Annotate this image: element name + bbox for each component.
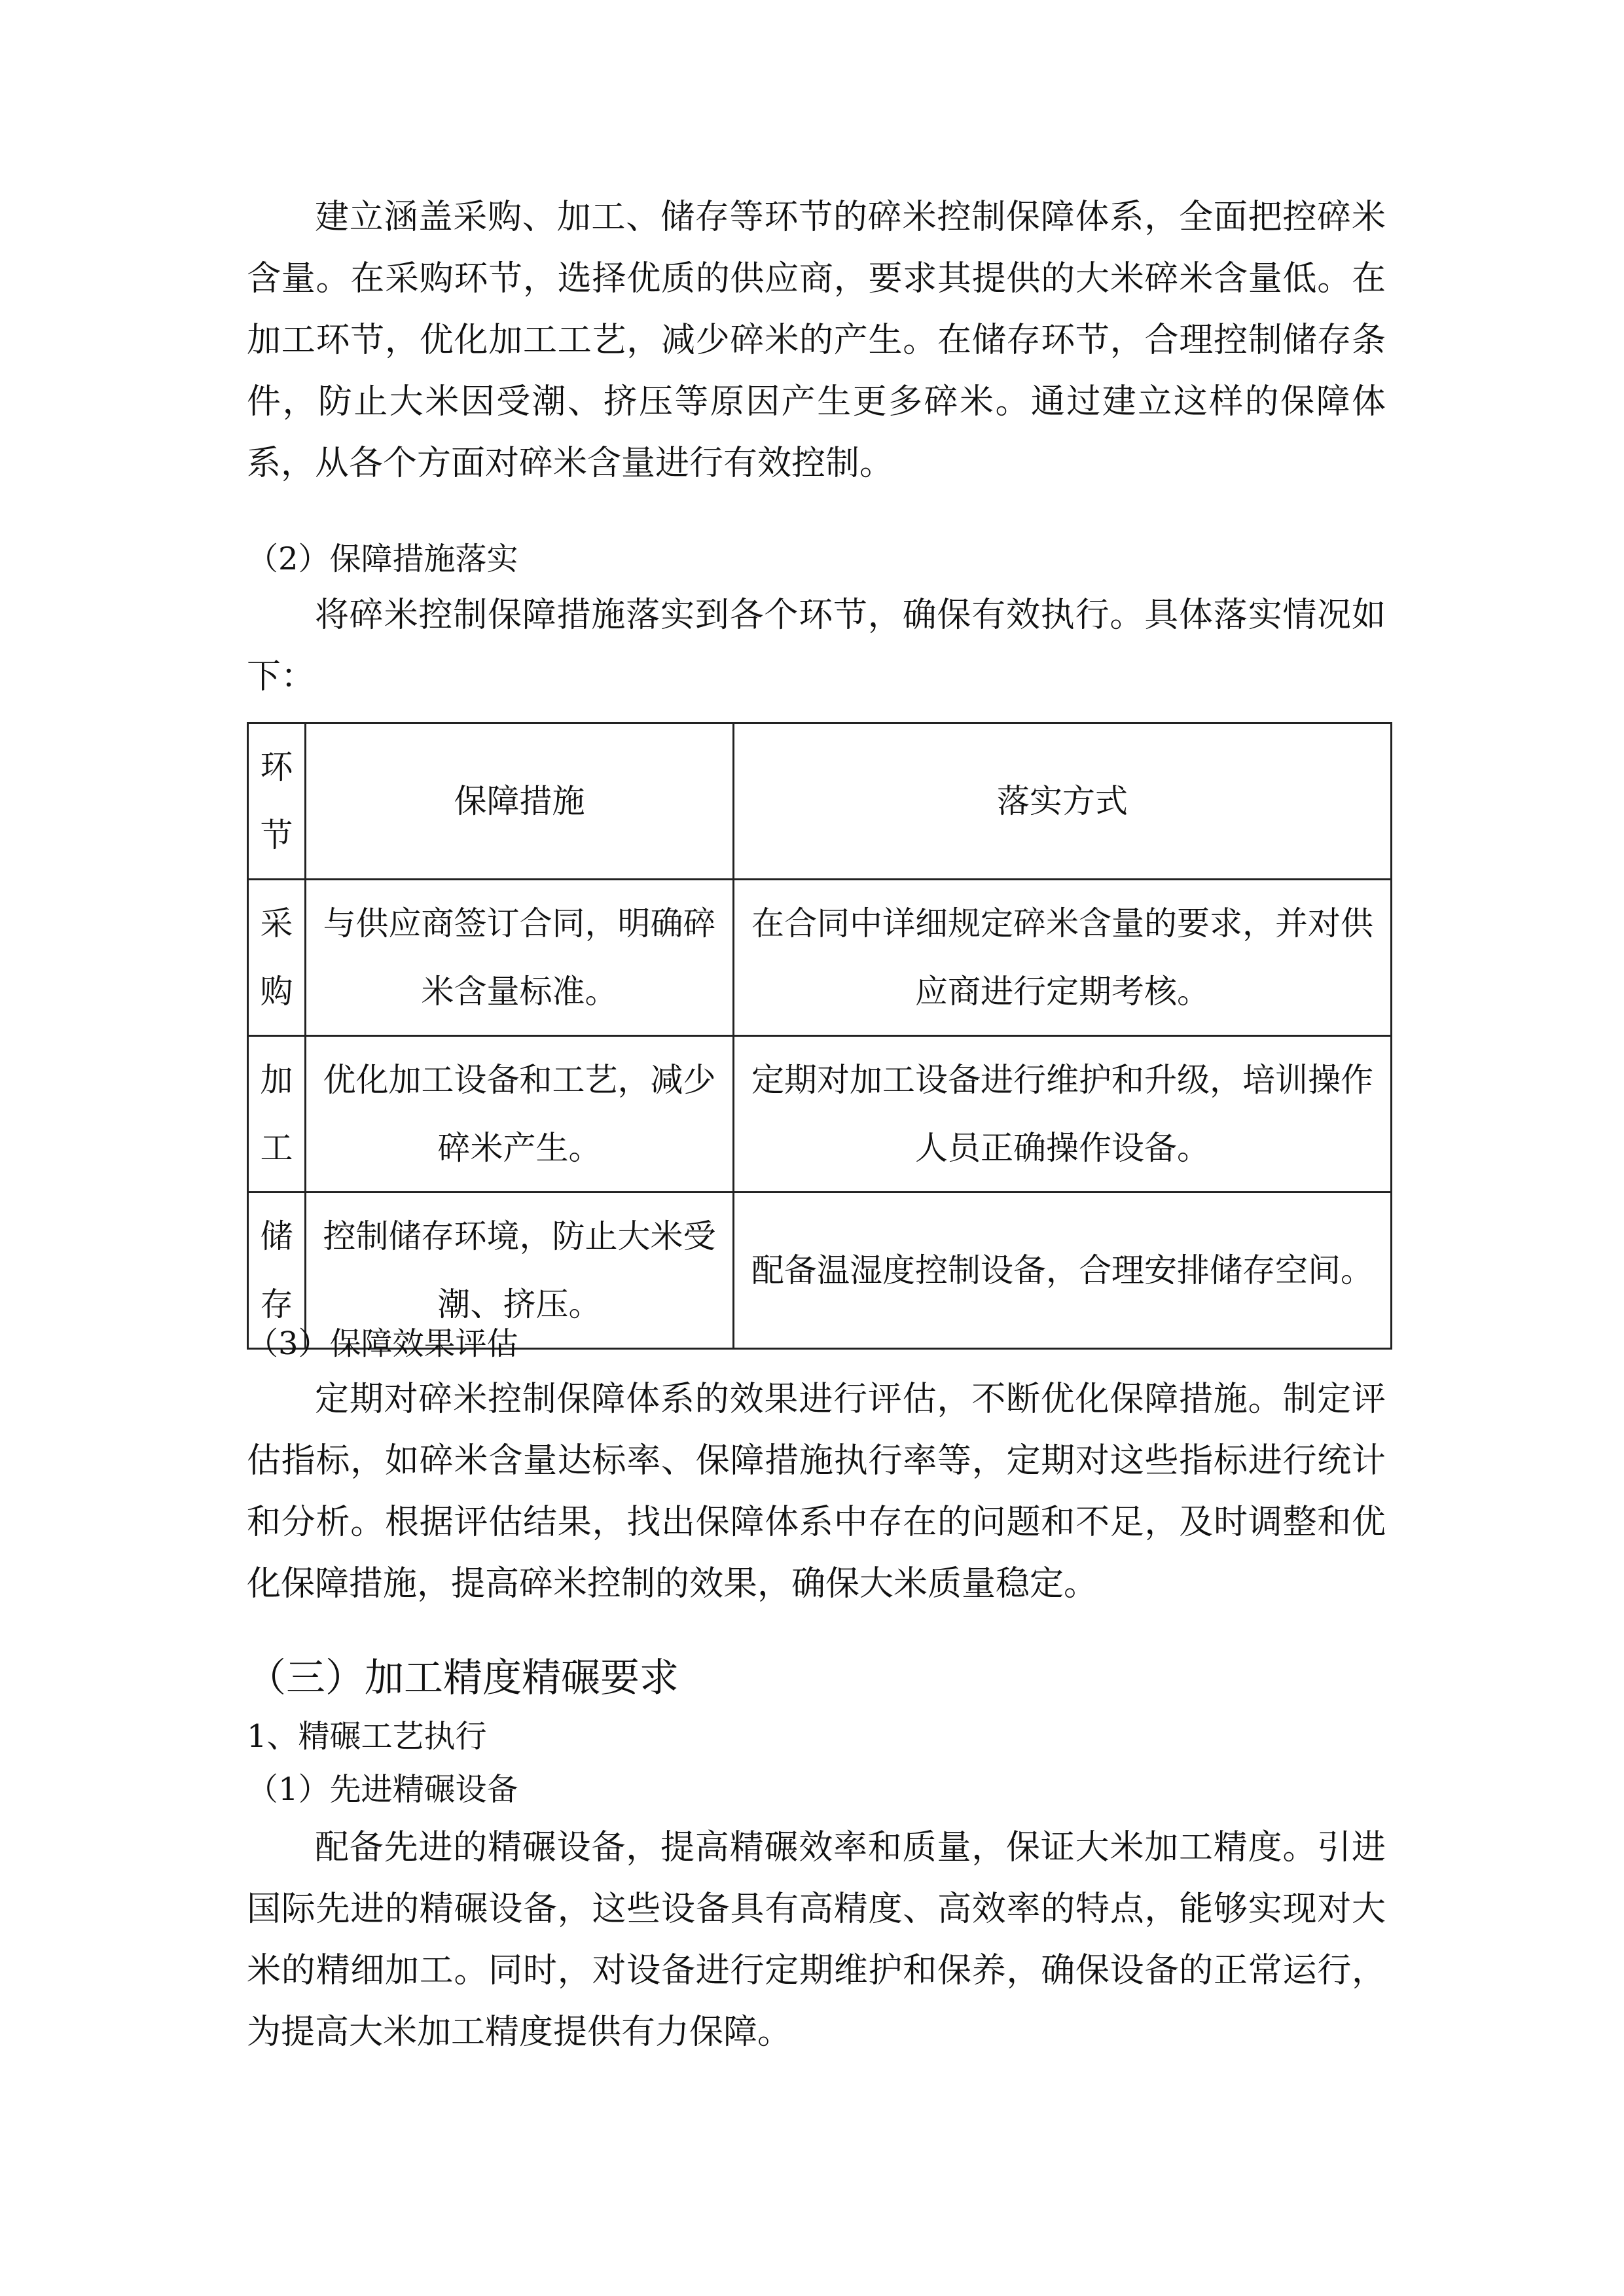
table-header-row [248,723,1392,880]
table-row [248,1036,1392,1193]
item-heading: （1）先进精碾设备 [247,1771,518,1808]
subsection-heading: 1、精碾工艺执行 [247,1718,487,1755]
section-2-paragraph: 将碎米控制保障措施落实到各个环节，确保有效执行。具体落实情况如下： [247,596,1386,696]
table-cell-stage: 采购 [248,880,306,1036]
section-3-heading: （3）保障效果评估 [247,1325,518,1362]
measures-table [247,722,1392,1350]
table-cell-measure: 与供应商签订合同，明确碎米含量标准。 [306,880,734,1036]
section-2-heading: （2）保障措施落实 [247,541,518,577]
table-cell-stage: 储存 [248,1193,306,1349]
table-header-implementation: 落实方式 [734,723,1392,880]
table-cell-measure: 控制储存环境，防止大米受潮、挤压。 [306,1193,734,1349]
table-cell-implementation: 定期对加工设备进行维护和升级，培训操作人员正确操作设备。 [734,1036,1392,1193]
table-cell-measure: 优化加工设备和工艺，减少碎米产生。 [306,1036,734,1193]
table-cell-implementation: 在合同中详细规定碎米含量的要求，并对供应商进行定期考核。 [734,880,1392,1036]
table-cell-implementation: 配备温湿度控制设备，合理安排储存空间。 [734,1193,1392,1349]
chapter-paragraph: 配备先进的精碾设备，提高精碾效率和质量，保证大米加工精度。引进国际先进的精碾设备，这些设备具有高精度、高效率的特点，能够实现对大米的精细加工。同时，对设备进行定期维护和保养，确保设备的正常运行，为提高大米加工精度提供有力保障。 [247,1828,1386,2052]
section-3-paragraph: 定期对碎米控制保障体系的效果进行评估，不断优化保障措施。制定评估指标，如碎米含量达标率、保障措施执行率等，定期对这些指标进行统计和分析。根据评估结果，找出保障体系中存在的问题和不足，及时调整和优化保障措施，提高碎米控制的效果，确保大米质量稳定。 [247,1380,1386,1604]
table-cell-stage: 加工 [248,1036,306,1193]
table-header-stage: 环节 [248,723,306,880]
table-header-measures: 保障措施 [306,723,734,880]
chapter-heading: （三）加工精度精碾要求 [247,1655,679,1701]
intro-paragraph: 建立涵盖采购、加工、储存等环节的碎米控制保障体系，全面把控碎米含量。在采购环节，选择优质的供应商，要求其提供的大米碎米含量低。在加工环节，优化加工工艺，减少碎米的产生。在储存环节，合理控制储存条件，防止大米因受潮、挤压等原因产生更多碎米。通过建立这样的保障体系，从各个方面对碎米含量进行有效控制。 [247,198,1386,483]
table-row [248,880,1392,1036]
